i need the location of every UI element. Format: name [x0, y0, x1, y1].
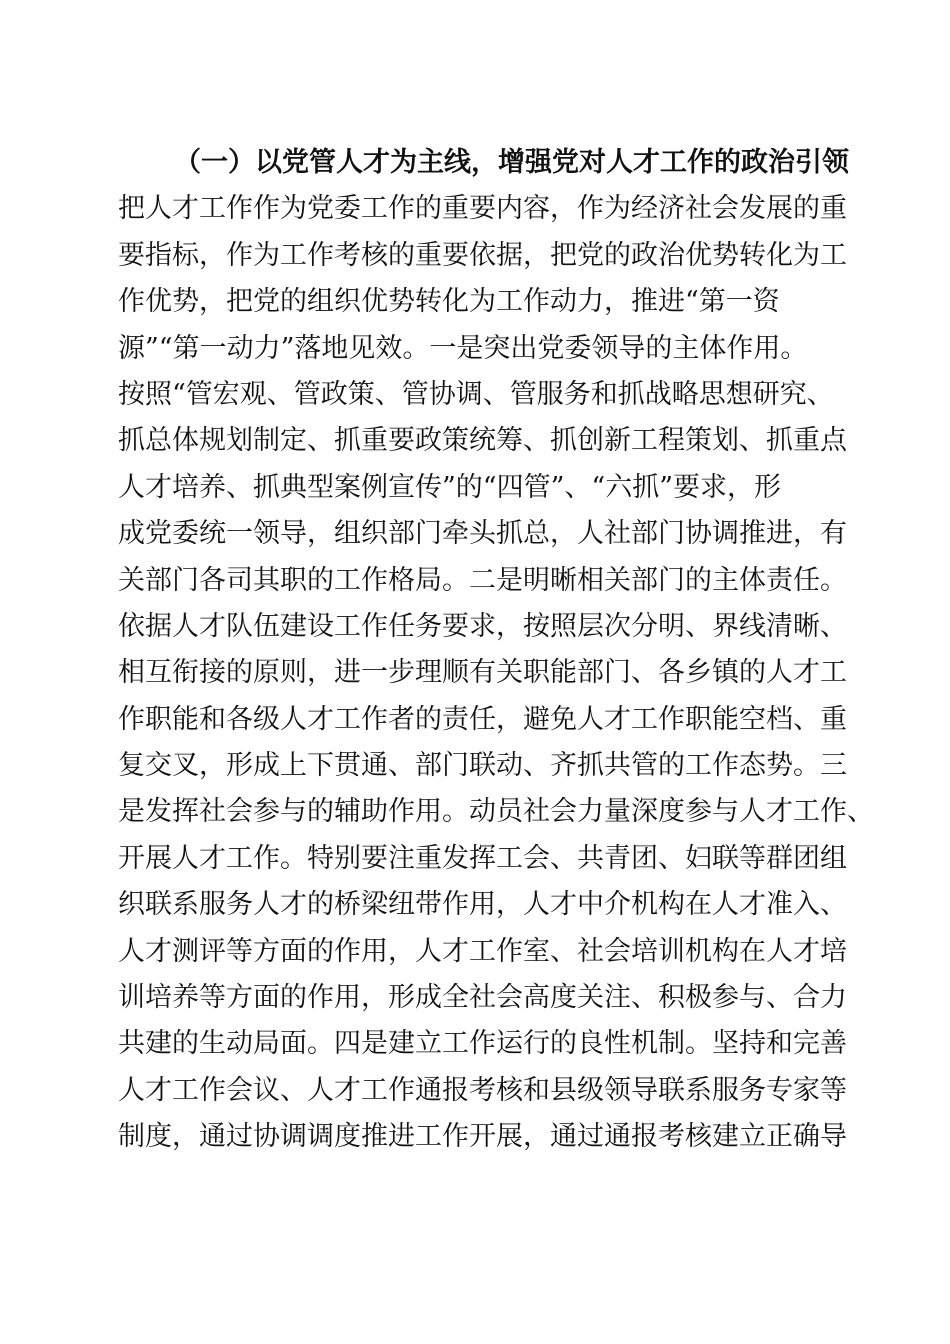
body-line: 相互衔接的原则，进一步理顺有关职能部门、各乡镇的人才工: [118, 657, 847, 689]
body-line: 开展人才工作。特别要注重发挥工会、共青团、妇联等群团组: [118, 842, 847, 874]
body-line: 作优势，把党的组织优势转化为工作动力，推进“第一资: [118, 286, 780, 318]
body-line: 训培养等方面的作用，形成全社会高度关注、积极参与、合力: [118, 982, 847, 1014]
document-body: [118, 140, 874, 1161]
body-line: 制度，通过协调调度推进工作开展，通过通报考核建立正确导: [118, 1121, 847, 1153]
body-line: 抓总体规划制定、抓重要政策统筹、抓创新工程策划、抓重点: [118, 425, 847, 457]
body-line: 织联系服务人才的桥梁纽带作用，人才中介机构在人才准入、: [118, 889, 847, 921]
body-line: 源”“第一动力”落地见效。一是突出党委领导的主体作用。: [118, 332, 808, 364]
section-heading: （一）以党管人才为主线，增强党对人才工作的政治引领: [174, 147, 849, 178]
body-line: 关部门各司其职的工作格局。二是明晰相关部门的主体责任。: [118, 564, 847, 596]
body-line: 作职能和各级人才工作者的责任，避免人才工作职能空档、重: [118, 703, 847, 735]
body-line: 把人才工作作为党委工作的重要内容，作为经济社会发展的重: [118, 193, 847, 225]
body-line: 人才测评等方面的作用，人才工作室、社会培训机构在人才培: [118, 935, 847, 967]
body-line: 按照“管宏观、管政策、管协调、管服务和抓战略思想研究、: [118, 378, 834, 410]
body-line: 是发挥社会参与的辅助作用。动员社会力量深度参与人才工作、: [118, 796, 874, 828]
body-line: 共建的生动局面。四是建立工作运行的良性机制。坚持和完善: [118, 1028, 847, 1060]
body-line: 复交叉，形成上下贯通、部门联动、齐抓共管的工作态势。三: [118, 750, 847, 782]
body-line: 人才培养、抓典型案例宣传”的“四管”、“六抓”要求，形: [118, 471, 782, 503]
body-line: 依据人才队伍建设工作任务要求，按照层次分明、界线清晰、: [118, 610, 847, 642]
body-line: 人才工作会议、人才工作通报考核和县级领导联系服务专家等: [118, 1074, 847, 1106]
body-line: 要指标，作为工作考核的重要依据，把党的政治优势转化为工: [118, 239, 847, 271]
body-line: 成党委统一领导，组织部门牵头抓总，人社部门协调推进，有: [118, 518, 847, 550]
